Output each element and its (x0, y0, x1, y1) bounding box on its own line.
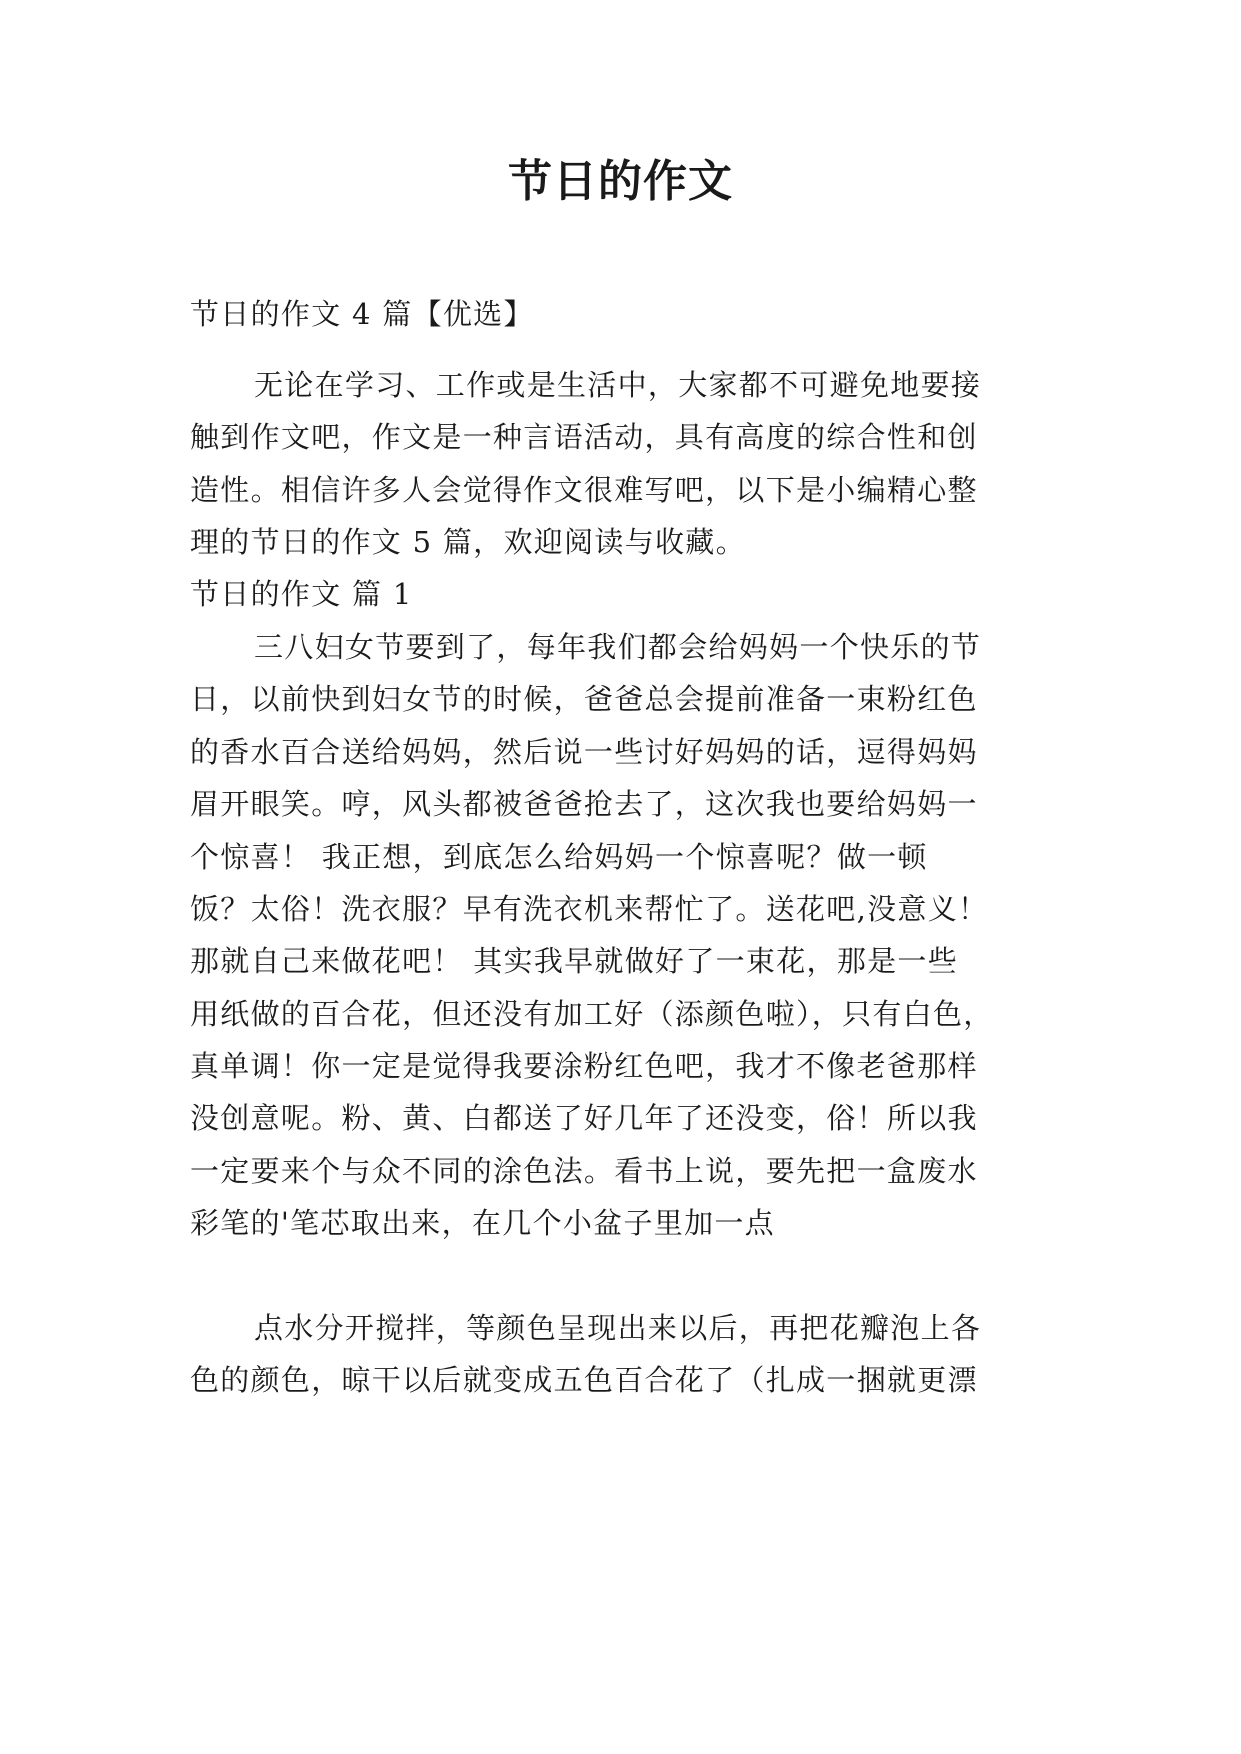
paragraph-line: 个惊喜！ 我正想，到底怎么给妈妈一个惊喜呢？做一顿 (190, 840, 928, 874)
paragraph-line: 理的节日的作文 5 篇，欢迎阅读与收藏。 (190, 525, 746, 559)
paragraph-line: 饭？太俗！洗衣服？早有洗衣机来帮忙了。送花吧,没意义！ (190, 892, 989, 926)
document-subtitle: 节日的作文 4 篇【优选】 (190, 297, 534, 331)
paragraph-line: 真单调！你一定是觉得我要涂粉红色吧，我才不像老爸那样 (190, 1049, 978, 1083)
paragraph-line: 无论在学习、工作或是生活中，大家都不可避免地要接 (254, 368, 982, 402)
paragraph-line: 点水分开搅拌，等颜色呈现出来以后，再把花瓣泡上各 (254, 1311, 982, 1345)
paragraph-line: 造性。相信许多人会觉得作文很难写吧，以下是小编精心整 (190, 473, 978, 507)
paragraph-line: 一定要来个与众不同的涂色法。看书上说，要先把一盒废水 (190, 1154, 978, 1188)
paragraph-line: 触到作文吧，作文是一种言语活动，具有高度的综合性和创 (190, 420, 978, 454)
paragraph-line: 彩笔的'笔芯取出来，在几个小盆子里加一点 (190, 1206, 775, 1240)
paragraph-line: 眉开眼笑。哼，风头都被爸爸抢去了，这次我也要给妈妈一 (190, 787, 978, 821)
paragraph-line: 用纸做的百合花，但还没有加工好（添颜色啦），只有白色， (190, 997, 994, 1031)
paragraph-line: 日，以前快到妇女节的时候，爸爸总会提前准备一束粉红色 (190, 682, 978, 716)
paragraph-line: 那就自己来做花吧！ 其实我早就做好了一束花，那是一些 (190, 944, 959, 978)
paragraph-line: 的香水百合送给妈妈，然后说一些讨好妈妈的话，逗得妈妈 (190, 735, 978, 769)
section-heading: 节日的作文 篇 1 (190, 577, 413, 611)
page-title: 节日的作文 (508, 156, 733, 207)
paragraph-line: 三八妇女节要到了，每年我们都会给妈妈一个快乐的节 (254, 630, 982, 664)
paragraph-line: 色的颜色，晾干以后就变成五色百合花了（扎成一捆就更漂 (190, 1363, 978, 1397)
paragraph-line: 没创意呢。粉、黄、白都送了好几年了还没变，俗！所以我 (190, 1101, 978, 1135)
